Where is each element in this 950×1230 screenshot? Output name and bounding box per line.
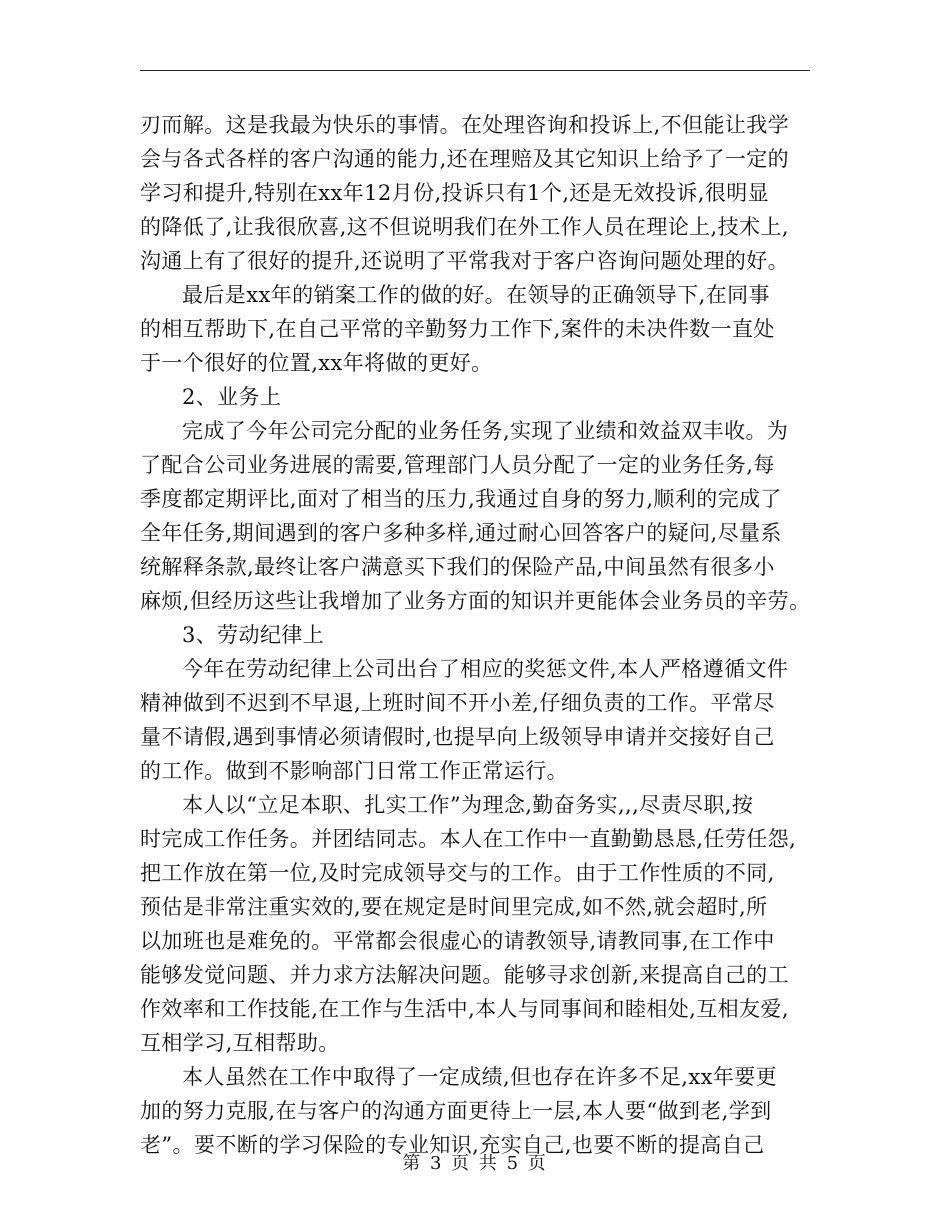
text-line: 了配合公司业务进展的需要,管理部门人员分配了一定的业务任务,每 [140, 453, 775, 477]
text-line: 麻烦,但经历这些让我增加了业务方面的知识并更能体会业务员的辛劳。 [140, 589, 811, 613]
paragraph-start: 完成了今年公司完分配的业务任务,实现了业绩和效益双丰收。为 [182, 419, 789, 443]
text-line: 精神做到不迟到不早退,上班时间不开小差,仔细负责的工作。平常尽 [140, 691, 775, 715]
text-line: 互相学习,互相帮助。 [140, 1031, 340, 1055]
text-line: 全年任务,期间遇到的客户多种多样,通过耐心回答客户的疑问,尽量系 [140, 521, 782, 545]
paragraph-start: 本人以“立足本职、扎实工作”为理念,勤奋务实,,,尽责尽职,按 [182, 793, 754, 817]
paragraph-start: 本人虽然在工作中取得了一定成绩,但也存在许多不足,xx年要更 [182, 1065, 778, 1089]
text-line: 量不请假,遇到事情必须请假时,也提早向上级领导申请并交接好自己 [140, 725, 775, 749]
text-line: 能够发觉问题、并力求方法解决问题。能够寻求创新,来提高自己的工 [140, 963, 790, 987]
text-line: 的工作。做到不影响部门日常工作正常运行。 [140, 759, 568, 783]
header-rule [140, 70, 810, 71]
text-line: 把工作放在第一位,及时完成领导交与的工作。由于工作性质的不同, [140, 861, 775, 885]
text-line: 老”。要不断的学习保险的专业知识,充实自己,也要不断的提高自己 [140, 1133, 765, 1157]
text-line: 于一个很好的位置,xx年将做的更好。 [140, 351, 493, 375]
text-line: 以加班也是难免的。平常都会很虚心的请教领导,请教同事,在工作中 [140, 929, 775, 953]
document-body [140, 108, 810, 1162]
section-heading: 2、业务上 [182, 385, 282, 409]
text-line: 的相互帮助下,在自己平常的辛勤努力工作下,案件的未决件数一直处 [140, 317, 775, 341]
text-line: 学习和提升,特别在xx年12月份,投诉只有1个,还是无效投诉,很明显 [140, 181, 770, 205]
page-number-footer: 第 3 页 共 5 页 [402, 1153, 548, 1174]
section-heading: 3、劳动纪律上 [182, 623, 325, 647]
text-line: 刃而解。这是我最为快乐的事情。在处理咨询和投诉上,不但能让我学 [140, 113, 790, 137]
paragraph-start: 最后是xx年的销案工作的做的好。在领导的正确领导下,在同事 [182, 283, 770, 307]
text-line: 时完成工作任务。并团结同志。本人在工作中一直勤勤恳恳,任劳任怨, [140, 827, 797, 851]
text-line: 的降低了,让我很欣喜,这不但说明我们在外工作人员在理论上,技术上, [140, 215, 789, 239]
text-line: 加的努力克服,在与客户的沟通方面更待上一层,本人要“做到老,学到 [140, 1099, 772, 1123]
text-line: 季度都定期评比,面对了相当的压力,我通过自身的努力,顺利的完成了 [140, 487, 782, 511]
text-line: 作效率和工作技能,在工作与生活中,本人与同事间和睦相处,互相友爱, [140, 997, 789, 1021]
paragraph-start: 今年在劳动纪律上公司出台了相应的奖惩文件,本人严格遵循文件 [182, 657, 789, 681]
text-line: 统解释条款,最终让客户满意买下我们的保险产品,中间虽然有很多小 [140, 555, 775, 579]
text-line: 会与各式各样的客户沟通的能力,还在理赔及其它知识上给予了一定的 [140, 147, 790, 171]
text-line: 沟通上有了很好的提升,还说明了平常我对于客户咨询问题处理的好。 [140, 249, 790, 273]
text-line: 预估是非常注重实效的,要在规定是时间里完成,如不然,就会超时,所 [140, 895, 768, 919]
